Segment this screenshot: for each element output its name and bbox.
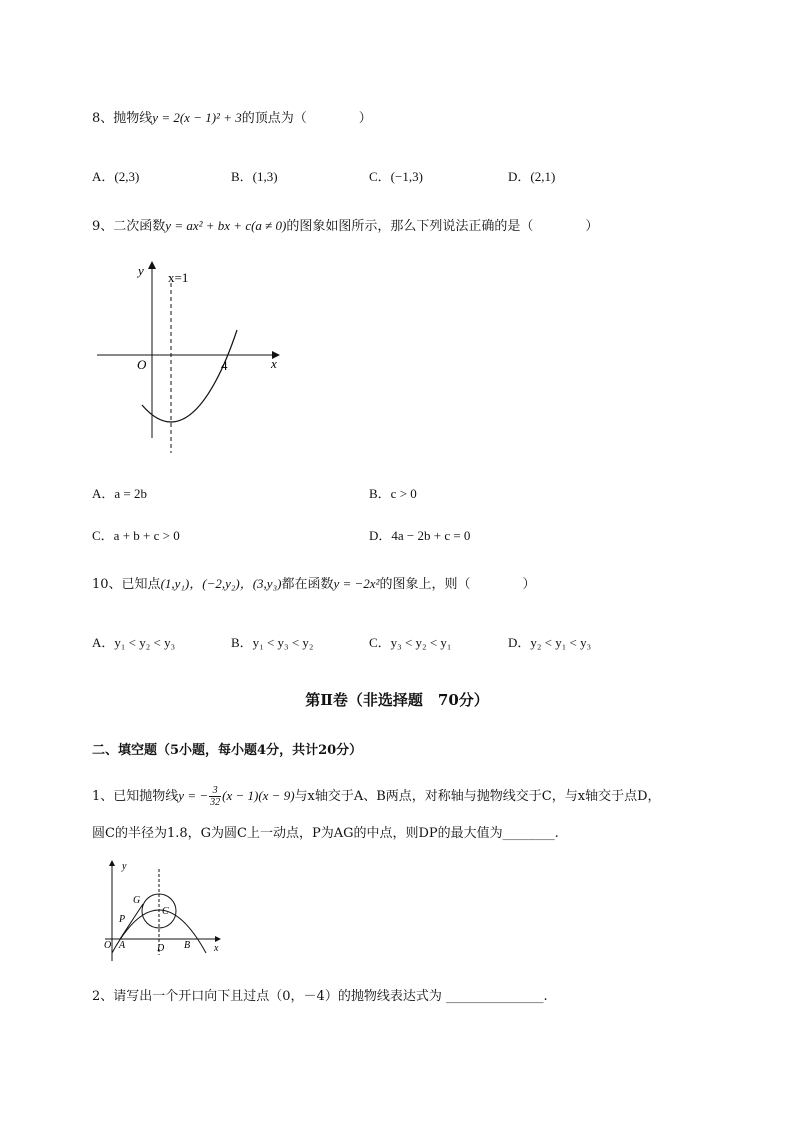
formula: y = −2x² — [333, 576, 380, 591]
question-9-stem — [92, 215, 598, 234]
question-number: 1、 — [92, 789, 114, 804]
point-d-label: D — [157, 943, 165, 954]
q10-option-b[interactable]: B．y₁ < y₃ < y₂ — [231, 635, 314, 650]
fraction-denominator: 32 — [210, 797, 221, 808]
q10-option-a[interactable]: A．y₁ < y₂ < y₃ — [92, 635, 176, 650]
formula: y = 2(x − 1)² + 3 — [152, 110, 242, 125]
point-c-label: C — [162, 906, 169, 917]
stem-text: 二次函数 — [113, 219, 166, 234]
stem-text: 的图象上，则（ ） — [379, 577, 536, 592]
fill-question-1-line-2: 圆C的半径为1.8，G为圆C上一动点，P为AG的中点，则DP的最大值为________. — [92, 826, 559, 841]
q10-option-d[interactable]: D．y₂ < y₁ < y₃ — [508, 635, 592, 650]
q9-option-a[interactable]: A．a = 2b — [92, 486, 147, 501]
point-b-label: B — [184, 940, 191, 951]
point-p-label: P — [119, 914, 126, 925]
q9-option-b[interactable]: B．c > 0 — [369, 486, 417, 501]
root-label: 4 — [221, 358, 228, 373]
question-8-stem — [92, 107, 372, 126]
point-o-label: O — [104, 940, 112, 951]
stem-text: 已知抛物线 — [113, 789, 179, 804]
stem-text: 的图象如图所示，那么下列说法正确的是（ ） — [286, 219, 599, 234]
part-2-title: 第Ⅱ卷（非选择题 70分） — [305, 691, 489, 709]
question-10-stem — [92, 573, 535, 592]
q10-option-c[interactable]: C．y₃ < y₂ < y₁ — [369, 635, 452, 650]
section-2-heading: 二、填空题（5小题，每小题4分，共计20分） — [92, 743, 363, 758]
x-axis-label: x — [271, 356, 277, 371]
stem-text: 都在函数 — [281, 577, 334, 592]
stem-text: 抛物线 — [113, 111, 153, 126]
q8-option-a[interactable]: A．(2,3) — [92, 169, 140, 184]
q8-option-b[interactable]: B．(1,3) — [231, 169, 278, 184]
fraction — [209, 785, 221, 808]
question-number: 9、 — [92, 219, 114, 234]
q9-option-d[interactable]: D．4a − 2b + c = 0 — [369, 528, 471, 543]
origin-label: O — [137, 357, 147, 372]
question-number: 2、 — [92, 989, 114, 1004]
q9-parabola-figure — [90, 255, 290, 460]
x-axis-label: x — [214, 943, 219, 954]
y-axis-label: y — [122, 861, 127, 872]
fill-question-2 — [92, 985, 548, 1004]
q8-option-d[interactable]: D．(2,1) — [508, 169, 556, 184]
points: (1,y₁)，(−2,y₂)，(3,y₃) — [160, 576, 282, 591]
parabola-curve — [142, 330, 237, 422]
formula-lhs: y = − — [178, 788, 209, 803]
q9-option-c[interactable]: C．a + b + c > 0 — [92, 528, 180, 543]
y-axis-label: y — [138, 263, 144, 278]
fraction-numerator: 3 — [209, 785, 221, 797]
f1-circle-parabola-figure — [98, 855, 226, 967]
question-number: 10、 — [92, 577, 122, 592]
formula-rhs: (x − 1)(x − 9) — [222, 788, 295, 803]
stem-text: 与x轴交于A、B两点，对称轴与抛物线交于C，与x轴交于点D， — [294, 789, 661, 804]
point-g-label: G — [133, 895, 141, 906]
stem-text: 已知点 — [121, 577, 161, 592]
symmetry-axis-label: x=1 — [168, 270, 189, 285]
stem-text: 的顶点为（ ） — [241, 111, 372, 126]
q8-option-c[interactable]: C．(−1,3) — [369, 169, 423, 184]
formula: y = ax² + bx + c(a ≠ 0) — [165, 218, 287, 233]
stem-text: 请写出一个开口向下且过点（0，－4）的抛物线表达式为 _______________. — [113, 989, 548, 1004]
fill-question-1-line-1 — [92, 782, 661, 811]
point-a-label: A — [119, 940, 126, 951]
question-number: 8、 — [92, 111, 114, 126]
